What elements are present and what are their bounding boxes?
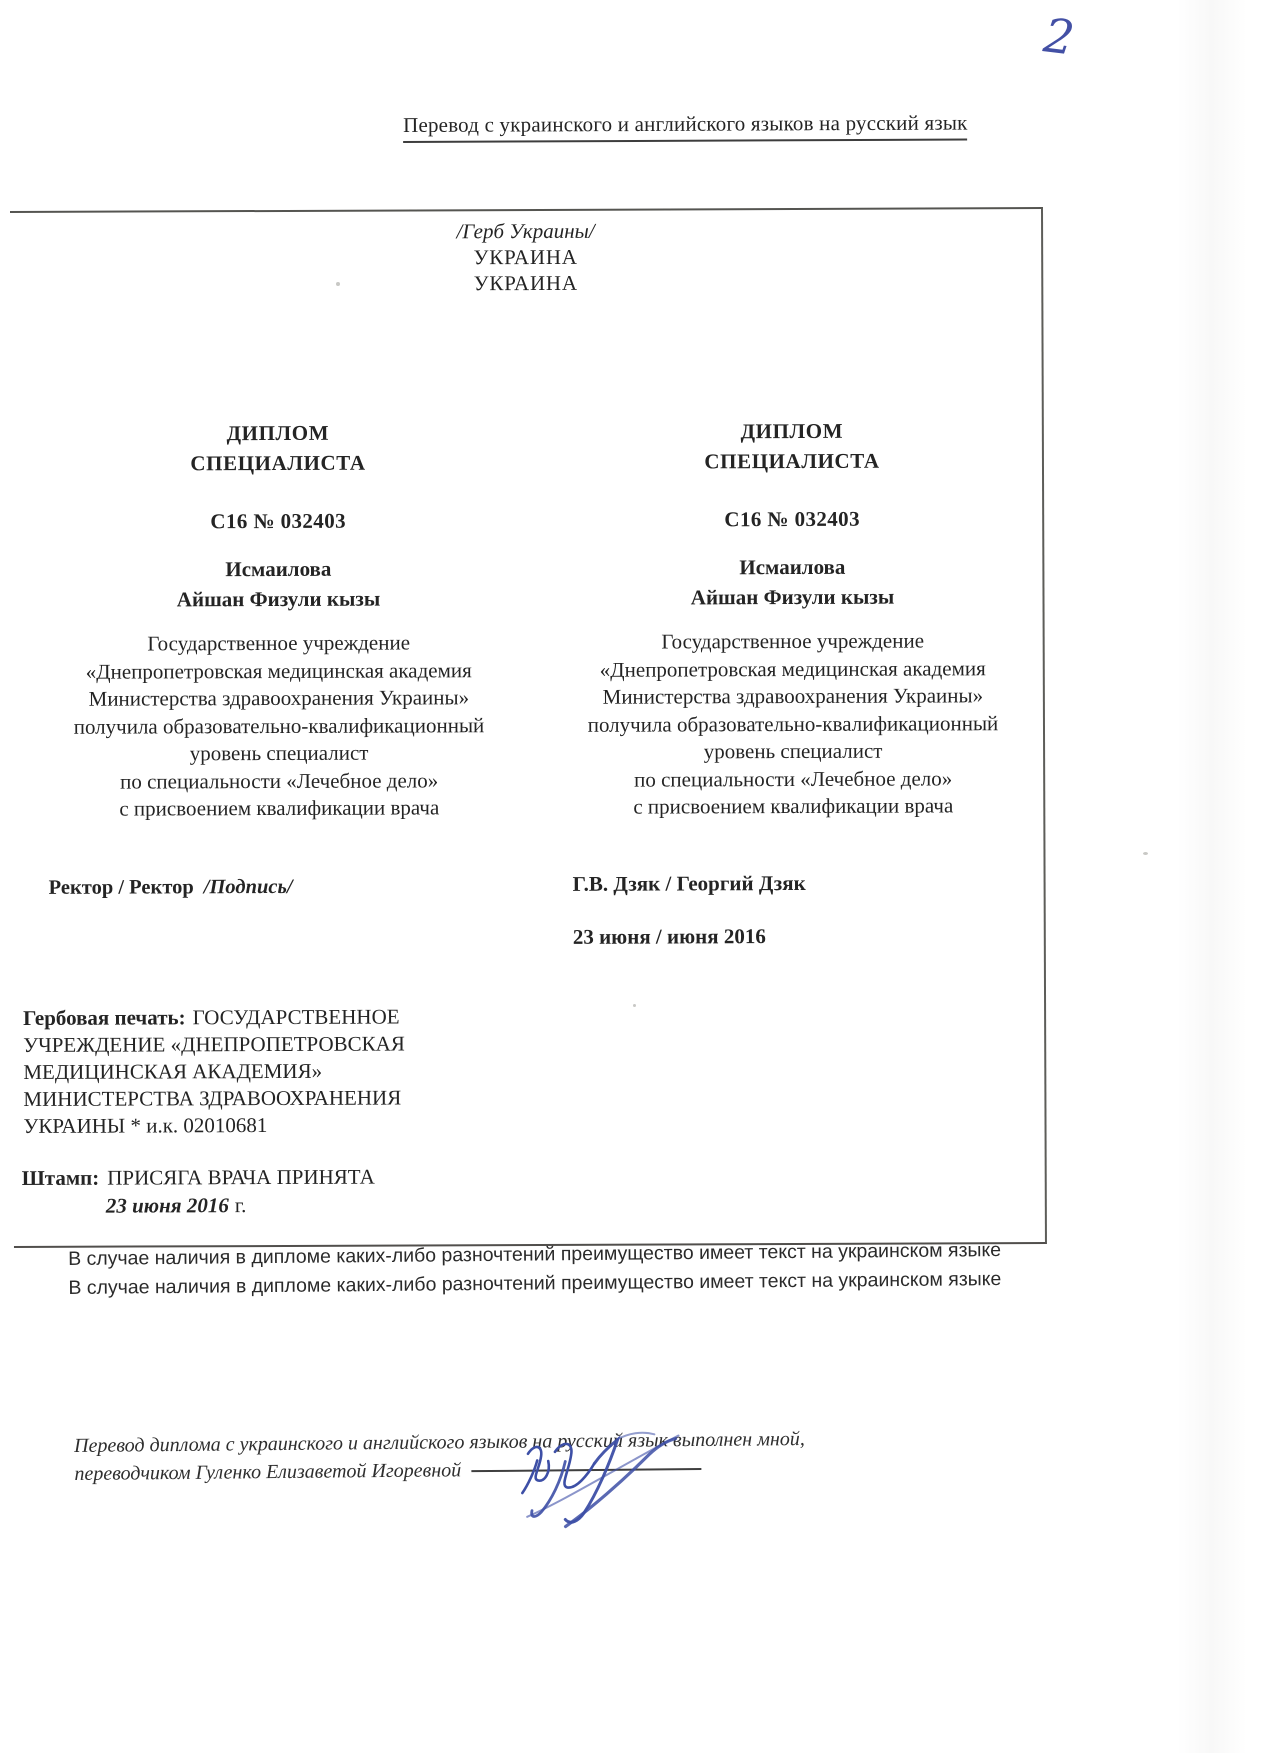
handwritten-page-number: 2 [1040, 8, 1078, 67]
holder-given-name: Айшан Физули кызы [690, 584, 895, 610]
country-name-line2: УКРАИНА [473, 270, 578, 296]
translator-name-text: переводчиком Гуленко Елизаветой Игоревной [74, 1458, 462, 1485]
text-line: с присвоением квалификации врача [633, 793, 954, 819]
scan-artifact-band [1177, 0, 1247, 1753]
text-line: «Днепропетровская медицинская академия [599, 655, 986, 682]
holder-surname: Исмаилова [739, 554, 846, 580]
signature-placeholder-note: /Подпись/ [203, 875, 293, 898]
rector-signature-row [49, 872, 511, 902]
country-name-line1: УКРАИНА [473, 244, 578, 270]
diploma-number: С16 № 032403 [724, 506, 861, 532]
text-line: по специальности «Лечебное дело» [120, 767, 439, 794]
certificate-header [10, 216, 1041, 298]
holder-name-block [561, 551, 1023, 613]
diploma-column-ukrainian-version [47, 417, 511, 901]
doc-type-line1: ДИПЛОМ [226, 420, 330, 446]
text-line: «Днепропетровская медицинская академия [85, 657, 472, 684]
translation-direction-header: Перевод с украинского и английского языков на русский язык [403, 111, 968, 143]
rector-name: Г.В. Дзяк / Георгий Дзяк [572, 870, 806, 896]
language-precedence-disclaimer [68, 1235, 1079, 1303]
diploma-column-english-version [561, 415, 1025, 950]
doc-type-line2: СПЕЦИАЛИСТА [704, 448, 880, 474]
diploma-translation-frame [10, 207, 1047, 1248]
stamp-label: Штамп: [21, 1165, 100, 1190]
stamp-line2 [22, 1190, 502, 1220]
scan-speck [1143, 852, 1148, 855]
issue-date: 23 июня / июня 2016 [572, 923, 766, 949]
text-line: уровень специалист [189, 740, 369, 766]
holder-given-name: Айшан Физули кызы [176, 586, 381, 612]
seal-label: Гербовая печать: [23, 1005, 186, 1030]
diploma-body-text [48, 629, 511, 823]
stamp-line1 [22, 1162, 502, 1192]
handwritten-signature [496, 1420, 720, 1543]
stamp-date-suffix: г. [234, 1193, 247, 1218]
disclaimer-line1: В случае наличия в дипломе каких-либо разночтений преимущество имеет текст на украинском языке [68, 1239, 1002, 1270]
doc-type-line2: СПЕЦИАЛИСТА [190, 450, 366, 476]
diploma-body-text [562, 627, 1025, 821]
text-line: Государственное учреждение [661, 628, 925, 654]
text-line: по специальности «Лечебное дело» [634, 765, 953, 792]
text-line: уровень специалист [703, 738, 883, 764]
doc-type-title [47, 417, 509, 479]
text-line: получила образовательно-квалификационный [587, 710, 999, 737]
text-line: Государственное учреждение [147, 630, 411, 656]
seal-text: ГОСУДАРСТВЕННОЕ УЧРЕЖДЕНИЕ «ДНЕПРОПЕТРОВСКАЯ МЕДИЦИНСКАЯ АКАДЕМИЯ» МИНИСТЕРСТВА ЗДРАВООХРАНЕНИЯ УКРАИНЫ * и.к. 02010681 [23, 1004, 405, 1138]
holder-name-block [47, 553, 509, 615]
text-line: Министерства здравоохранения Украины» [88, 685, 470, 711]
stamp-date: 23 июня 2016 [105, 1193, 229, 1218]
holder-surname: Исмаилова [225, 556, 332, 582]
translator-note-line1: Перевод диплома с украинского и английского языков на русский язык выполнен мной, [74, 1427, 805, 1457]
doc-type-title [561, 415, 1023, 477]
coat-of-arms-note: /Герб Украины/ [456, 218, 595, 244]
stamp-description [22, 1162, 502, 1220]
doc-type-line1: ДИПЛОМ [740, 418, 844, 444]
text-line: Министерства здравоохранения Украины» [602, 683, 984, 709]
disclaimer-line2: В случае наличия в дипломе каких-либо разночтений преимущество имеет текст на украинском языке [68, 1268, 1002, 1299]
text-line: с присвоением квалификации врача [119, 795, 440, 821]
diploma-number: С16 № 032403 [210, 508, 347, 534]
text-line: получила образовательно-квалификационный [73, 712, 485, 739]
official-seal-description [23, 1003, 480, 1140]
stamp-text: ПРИСЯГА ВРАЧА ПРИНЯТА [107, 1164, 375, 1190]
rector-label: Ректор / Ректор [48, 875, 194, 899]
